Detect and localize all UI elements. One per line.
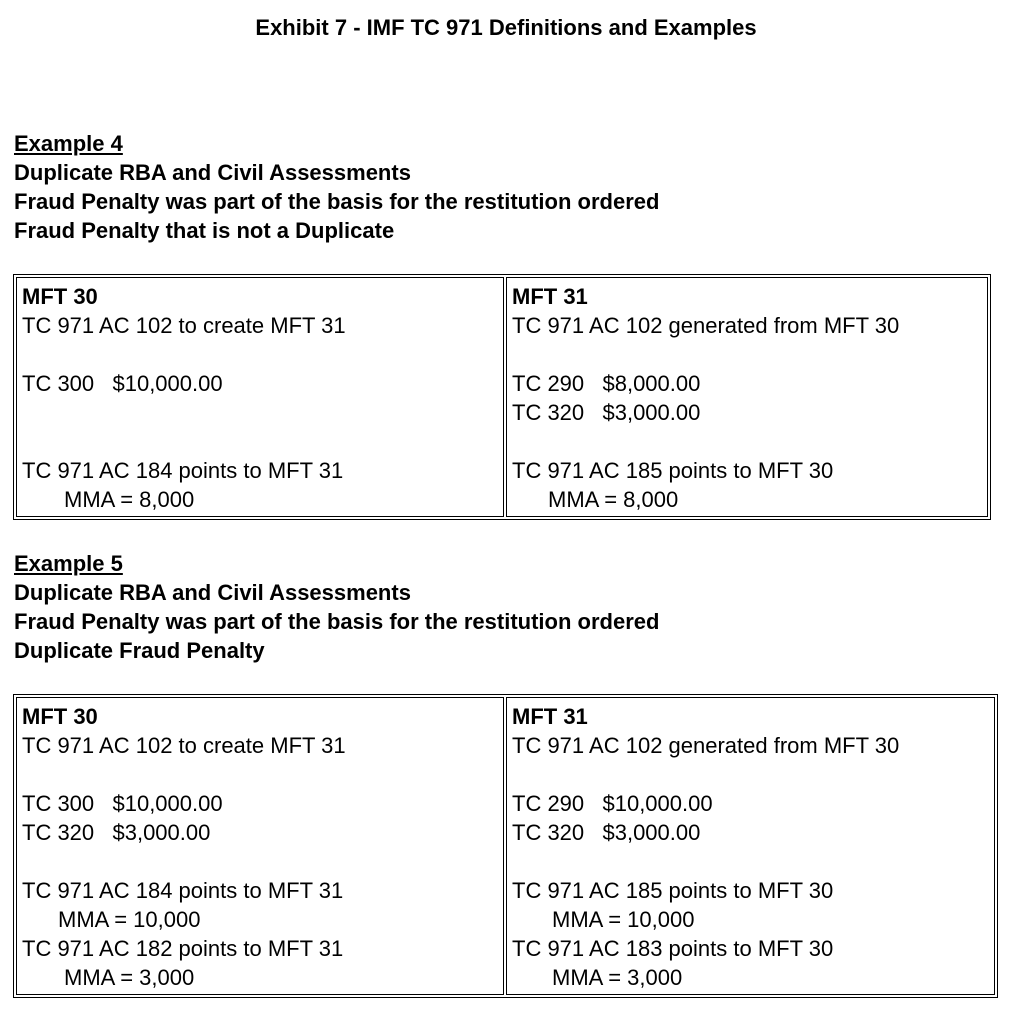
- cell-row: [512, 760, 994, 789]
- example-4-description: [14, 129, 659, 245]
- cell-header: MFT 30: [22, 704, 98, 729]
- cell-row: [512, 427, 987, 456]
- example-5-line: Duplicate Fraud Penalty: [14, 638, 265, 663]
- cell-row: TC 320 $3,000.00: [512, 400, 701, 425]
- cell-header: MFT 31: [512, 704, 588, 729]
- cell-row: TC 320 $3,000.00: [512, 820, 701, 845]
- cell-row: TC 971 AC 182 points to MFT 31: [22, 936, 344, 961]
- cell-row: [22, 427, 503, 456]
- cell-row: MMA = 8,000: [64, 487, 195, 512]
- example-4-line: Fraud Penalty was part of the basis for the restitution ordered: [14, 189, 660, 214]
- example-5-mft30-cell: [16, 697, 504, 995]
- cell-row: TC 290 $8,000.00: [512, 371, 701, 396]
- example-4-mft31-cell: [506, 277, 988, 517]
- cell-row: [22, 340, 503, 369]
- cell-row: MMA = 10,000: [58, 907, 201, 932]
- cell-row: TC 300 $10,000.00: [22, 371, 223, 396]
- cell-row: MMA = 3,000: [64, 965, 195, 990]
- example-5-line: Fraud Penalty was part of the basis for the restitution ordered: [14, 609, 660, 634]
- cell-row: [22, 398, 503, 427]
- cell-row: TC 971 AC 185 points to MFT 30: [512, 458, 834, 483]
- cell-row: TC 971 AC 184 points to MFT 31: [22, 878, 344, 903]
- page-title: Exhibit 7 - IMF TC 971 Definitions and Examples: [255, 15, 757, 40]
- example-4-heading: Example 4: [14, 131, 123, 156]
- cell-row: TC 971 AC 102 to create MFT 31: [22, 313, 346, 338]
- cell-row: TC 971 AC 102 to create MFT 31: [22, 733, 346, 758]
- example-4-mft30-cell: [16, 277, 504, 517]
- cell-row: MMA = 3,000: [552, 965, 683, 990]
- cell-row: TC 300 $10,000.00: [22, 791, 223, 816]
- example-4-line: Duplicate RBA and Civil Assessments: [14, 160, 411, 185]
- cell-row: TC 971 AC 183 points to MFT 30: [512, 936, 834, 961]
- example-5-line: Duplicate RBA and Civil Assessments: [14, 580, 411, 605]
- example-5-heading: Example 5: [14, 551, 123, 576]
- example-5-mft31-cell: [506, 697, 995, 995]
- cell-row: [22, 760, 503, 789]
- cell-row: MMA = 10,000: [552, 907, 695, 932]
- cell-row: TC 971 AC 184 points to MFT 31: [22, 458, 344, 483]
- cell-row: [512, 847, 994, 876]
- cell-row: TC 971 AC 102 generated from MFT 30: [512, 733, 900, 758]
- example-4-table: [13, 274, 991, 520]
- example-5-table: [13, 694, 998, 998]
- cell-row: [512, 340, 987, 369]
- cell-header: MFT 31: [512, 284, 588, 309]
- cell-row: TC 290 $10,000.00: [512, 791, 713, 816]
- cell-header: MFT 30: [22, 284, 98, 309]
- cell-row: [22, 847, 503, 876]
- cell-row: TC 320 $3,000.00: [22, 820, 211, 845]
- cell-row: TC 971 AC 185 points to MFT 30: [512, 878, 834, 903]
- example-4-line: Fraud Penalty that is not a Duplicate: [14, 218, 395, 243]
- cell-row: TC 971 AC 102 generated from MFT 30: [512, 313, 900, 338]
- example-5-description: [14, 549, 659, 665]
- cell-row: MMA = 8,000: [548, 487, 679, 512]
